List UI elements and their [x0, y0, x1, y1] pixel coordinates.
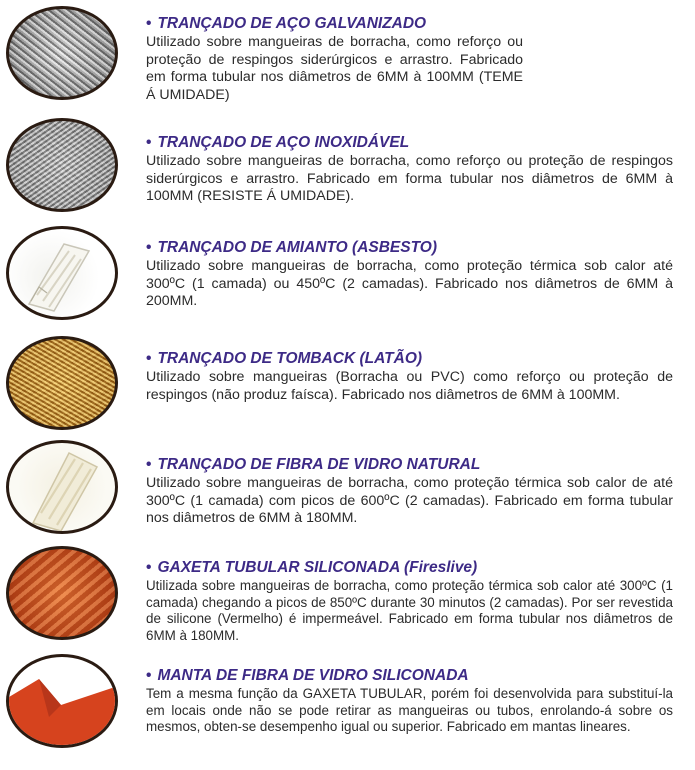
product-title: • MANTA DE FIBRA DE VIDRO SILICONADA: [146, 667, 469, 684]
product-title: • TRANÇADO DE AMIANTO (ASBESTO): [146, 239, 438, 256]
product-description: Utilizado sobre mangueiras de borracha, como proteção térmica sob calor até 300ºC (1 camada) ou 450ºC (2 camadas). Fabricado nos diâmetros de 6MM à 200MM.: [146, 258, 673, 310]
product-title: • TRANÇADO DE AÇO GALVANIZADO: [146, 15, 427, 32]
silicone-fiberglass-blanket-icon: [6, 654, 118, 748]
product-description: Utilizado sobre mangueiras de borracha, como proteção térmica sob calor de até 300ºC (1 camada) com picos de 600ºC (2 camadas). Fabricado em forma tubular nos diâmetros de 6MM à 180MM.: [146, 475, 673, 527]
silicone-tubular-gasket-icon: [6, 546, 118, 640]
product-description: Utilizado sobre mangueiras (Borracha ou PVC) como reforço ou proteção de respingos (não produz faísca). Fabricado nos diâmetros de 6MM à 100MM.: [146, 369, 673, 403]
stainless-steel-braid-icon: [6, 118, 118, 212]
product-description: Tem a mesma função da GAXETA TUBULAR, porém foi desenvolvida para substituí-la em locais onde não se pode retirar as mangueiras ou tubos, enrolando-á sobre os mesmos, obten-se desempenho igual ou superior. Fabricado em mantas lineares.: [146, 686, 673, 735]
blanket-illustration: [9, 657, 115, 745]
fiberglass-braid-illustration: [9, 443, 115, 531]
tomback-brass-braid-icon: [6, 336, 118, 430]
product-title: • GAXETA TUBULAR SILICONADA (Fireslive): [146, 559, 478, 576]
product-description: Utilizada sobre mangueiras de borracha, como proteção térmica sob calor até 300ºC (1 camada) chegando a picos de 850ºC durante 30 minutos (2 camadas). Por ser revestida de silicone (Vermelho) é impermeável. Fabricado em forma tubular nos diâmetros de 6MM à 180MM.: [146, 578, 673, 643]
product-description: Utilizado sobre mangueiras de borracha, como reforço ou proteção de respingos siderúrgicos e arrastro. Fabricado em forma tubular nos diâmetros de 6MM à 100MM (TEME Á UMIDADE): [146, 34, 523, 103]
asbestos-braid-icon: [6, 226, 118, 320]
galvanized-steel-braid-icon: [6, 6, 118, 100]
asbestos-braid-illustration: [9, 229, 115, 317]
product-title: • TRANÇADO DE TOMBACK (LATÃO): [146, 350, 423, 367]
product-title: • TRANÇADO DE FIBRA DE VIDRO NATURAL: [146, 456, 481, 473]
product-title: • TRANÇADO DE AÇO INOXIDÁVEL: [146, 134, 410, 151]
natural-fiberglass-braid-icon: [6, 440, 118, 534]
product-description: Utilizado sobre mangueiras de borracha, como reforço ou proteção de respingos siderúrgicos e arrastro. Fabricado em forma tubular nos diâmetros de 6MM à 100MM (RESISTE Á UMIDADE).: [146, 153, 673, 205]
